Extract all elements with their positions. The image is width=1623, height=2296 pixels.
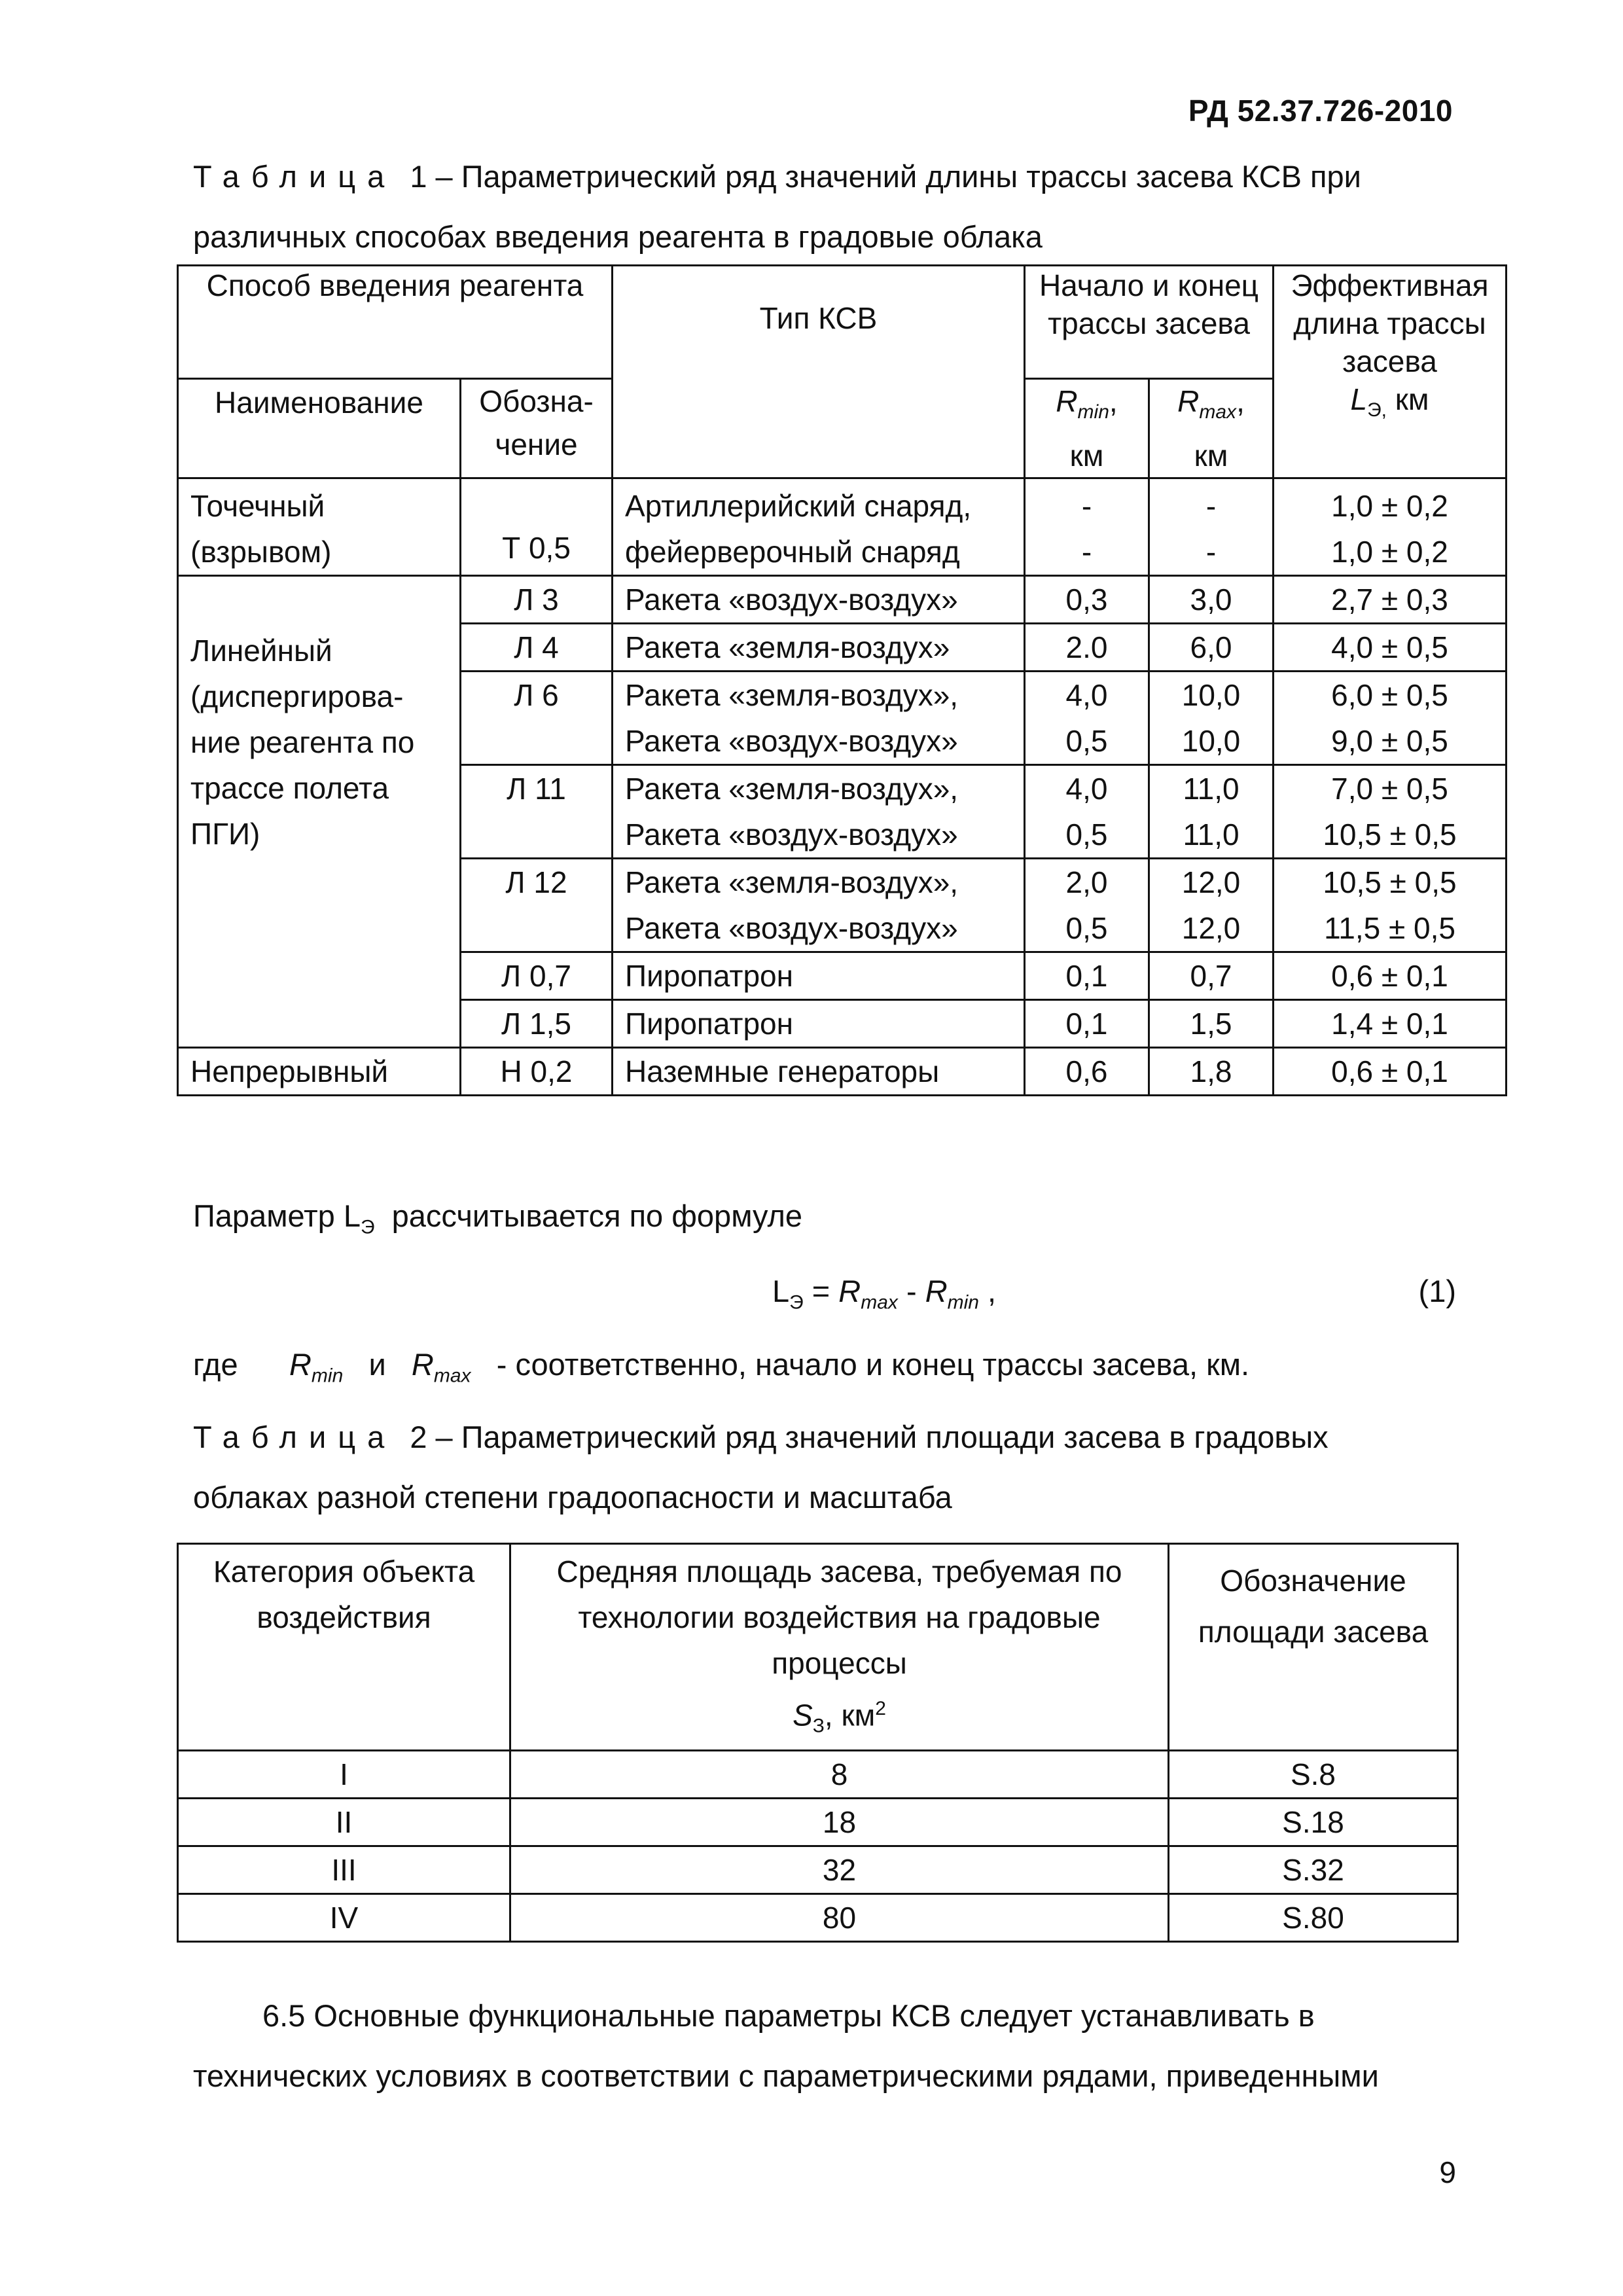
row-designation: S.8 [1169,1750,1458,1798]
row-rmax: 10,0 10,0 [1149,672,1274,765]
table2-caption-word: Таблица [193,1420,397,1454]
row-rmin: 0,1 [1025,1000,1149,1048]
group-point: Точечный (взрывом) [178,478,461,576]
row-type: Пиропатрон [613,1000,1025,1048]
row-rmax: 6,0 [1149,624,1274,672]
row-area: 32 [510,1846,1169,1893]
row-type: Ракета «земля-воздух», Ракета «воздух-воздух» [613,765,1025,859]
row-rmax: 3,0 [1149,576,1274,624]
table2-caption-line2: облаках разной степени градоопасности и масштаба [193,1480,952,1515]
header-effective-text: Эффективная длина трассы засева [1291,268,1489,378]
page-number: 9 [1439,2155,1456,2189]
header-route: Начало и конец трассы засева [1025,266,1274,379]
table-row [178,478,1507,576]
row-code: Л 4 [461,624,613,672]
document-code: РД 52.37.726-2010 [1188,94,1453,128]
header-effective-length [1274,266,1507,478]
row-rmin: 2.0 [1025,624,1149,672]
row-effective: 6,0 ± 0,5 9,0 ± 0,5 [1274,672,1507,765]
row-category: I [178,1750,510,1798]
group-linear: Линейный (диспергирова- ние реагента по трассе полета ПГИ) [178,576,461,1048]
row-code: Л 11 [461,765,613,859]
row-rmin: 0,6 [1025,1048,1149,1096]
row-rmin: - - [1025,478,1149,576]
row-rmax: 0,7 [1149,952,1274,1000]
header-method: Способ введения реагента [178,266,613,379]
row-rmax: 12,0 12,0 [1149,859,1274,952]
table2-caption-text: 2 – Параметрический ряд значений площади засева в градовых [410,1420,1329,1454]
table-seeding-area [177,1543,1459,1943]
row-area: 8 [510,1750,1169,1798]
row-rmin: 0,3 [1025,576,1149,624]
row-type: Ракета «воздух-воздух» [613,576,1025,624]
header-name: Наименование [178,379,461,478]
row-type: Наземные генераторы [613,1048,1025,1096]
header-le-symbol: $L_{Э,}$ км [1350,382,1429,422]
row-code: Т 0,5 [461,478,613,576]
header-category: Категория объекта воздействия [178,1544,510,1751]
row-rmax: - - [1149,478,1274,576]
row-code: Л 1,5 [461,1000,613,1048]
table2-caption [193,1407,1456,1528]
row-designation: S.18 [1169,1798,1458,1846]
table2-caption-line1 [193,1407,1456,1467]
row-rmin: 4,0 0,5 [1025,765,1149,859]
row-effective: 1,4 ± 0,1 [1274,1000,1507,1048]
row-area: 80 [510,1893,1169,1941]
row-code: Л 12 [461,859,613,952]
table-row [178,1893,1458,1941]
row-effective: 0,6 ± 0,1 [1274,952,1507,1000]
table1-caption [193,147,1456,267]
row-type: Ракета «земля-воздух» [613,624,1025,672]
formula-number: (1) [1418,1274,1456,1308]
row-effective: 1,0 ± 0,2 1,0 ± 0,2 [1274,478,1507,576]
row-designation: S.80 [1169,1893,1458,1941]
header-rmin: $R_{min}$, км [1025,379,1149,478]
formula-where: где $R_{min}$ и $R_{max}$ - соответственно, начало и конец трассы засева, км. [193,1347,1250,1387]
table2-header-row [178,1544,1458,1751]
row-effective: 0,6 ± 0,1 [1274,1048,1507,1096]
header-rmax: $R_{max}$, км [1149,379,1274,478]
table-row [178,1750,1458,1798]
table1-caption-text: 1 – Параметрический ряд значений длины трассы засева КСВ при [410,159,1361,194]
row-code: Н 0,2 [461,1048,613,1096]
row-effective: 10,5 ± 0,5 11,5 ± 0,5 [1274,859,1507,952]
formula-intro: Параметр $L_Э$ рассчитывается по формуле [193,1198,803,1238]
table-row [178,576,1507,624]
table-seeding-route-length [177,264,1507,1096]
header-area-designation: Обозначение площади засева [1169,1544,1458,1751]
row-rmax: 1,5 [1149,1000,1274,1048]
row-effective: 2,7 ± 0,3 [1274,576,1507,624]
row-code: Л 0,7 [461,952,613,1000]
row-type: Артиллерийский снаряд, фейерверочный снаряд [613,478,1025,576]
row-designation: S.32 [1169,1846,1458,1893]
formula-equation: $L_Э = R_{max} - R_{min}$ , [772,1274,997,1314]
table1-caption-line1 [193,147,1456,207]
row-category: IV [178,1893,510,1941]
table-row [178,1048,1507,1096]
section-line-1: 6.5 Основные функциональные параметры КСВ следует устанавливать в [262,1998,1315,2033]
row-rmin: 0,1 [1025,952,1149,1000]
row-rmin: 2,0 0,5 [1025,859,1149,952]
section-line-2: технических условиях в соответствии с параметрическими рядами, приведенными [193,2058,1379,2093]
row-effective: 7,0 ± 0,5 10,5 ± 0,5 [1274,765,1507,859]
table1-header-row-1 [178,266,1507,379]
header-area: Средняя площадь засева, требуемая по технологии воздействия на градовые процессы $S_З$, $км^2$ [510,1544,1169,1751]
row-type: Ракета «земля-воздух», Ракета «воздух-воздух» [613,859,1025,952]
table1-caption-word: Таблица [193,159,397,194]
section-6-5-paragraph [193,1986,1456,2106]
header-designation: Обозна- чение [461,379,613,478]
table1-caption-line2: различных способах введения реагента в градовые облака [193,219,1043,254]
header-ksv-type: Тип КСВ [613,266,1025,478]
row-type: Ракета «земля-воздух», Ракета «воздух-воздух» [613,672,1025,765]
row-category: II [178,1798,510,1846]
row-rmax: 11,0 11,0 [1149,765,1274,859]
header-area-unit: $S_З$, $км^2$ [793,1698,886,1737]
row-code: Л 6 [461,672,613,765]
row-category: III [178,1846,510,1893]
row-effective: 4,0 ± 0,5 [1274,624,1507,672]
row-code: Л 3 [461,576,613,624]
table-row [178,1798,1458,1846]
row-rmin: 4,0 0,5 [1025,672,1149,765]
group-continuous: Непрерывный [178,1048,461,1096]
table-row [178,1846,1458,1893]
row-rmax: 1,8 [1149,1048,1274,1096]
row-type: Пиропатрон [613,952,1025,1000]
row-area: 18 [510,1798,1169,1846]
